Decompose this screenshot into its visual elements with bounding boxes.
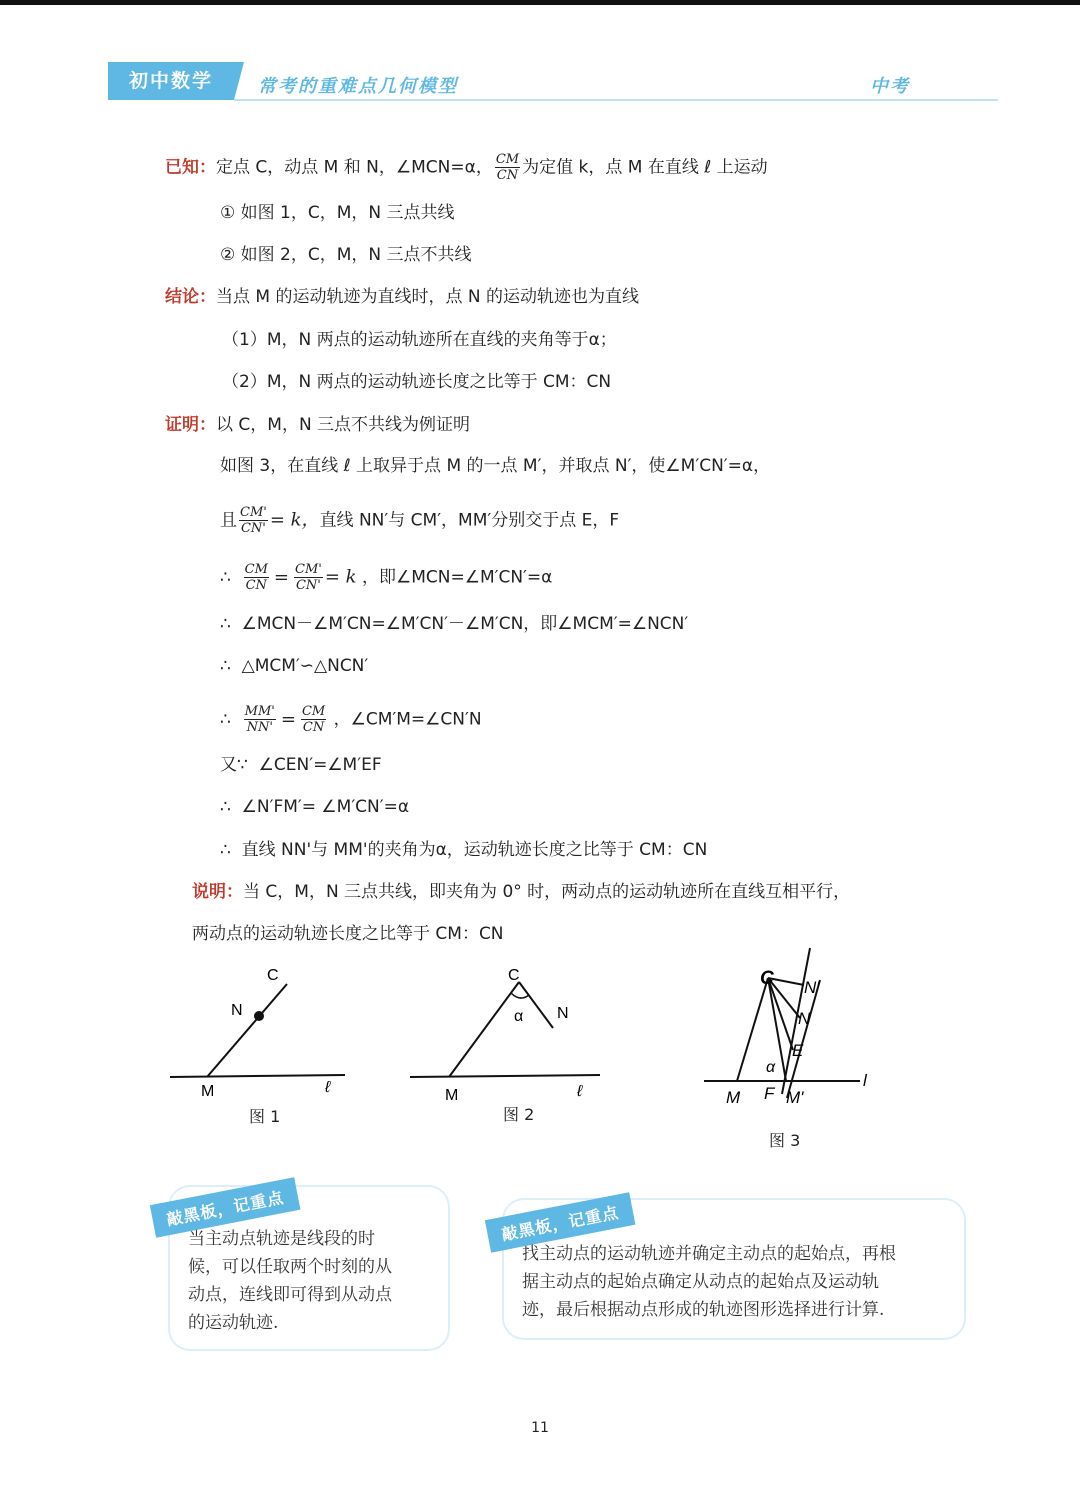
fig3-label-e: E — [792, 1041, 804, 1060]
fig3-label-alpha: α — [766, 1059, 776, 1076]
figure-3 — [700, 940, 890, 1110]
conclusion-line — [165, 285, 639, 309]
fig3-label-m: M — [726, 1088, 741, 1107]
header-subtitle: 常考的重难点几何模型 — [258, 76, 458, 97]
fig3-label-l: l — [863, 1071, 867, 1090]
conclusion-text: 当点 M 的运动轨迹为直线时，点 N 的运动轨迹也为直线 — [216, 287, 639, 307]
fig3-label-c: C — [760, 968, 774, 989]
given-case-1: ① 如图 1，C，M，N 三点共线 — [220, 203, 455, 223]
fig2-label-c: C — [508, 967, 520, 984]
proof-line-1: 如图 3，在直线 ℓ 上取异于点 M 的一点 M′，并取点 N′，使∠M′CN′=α， — [220, 456, 771, 476]
proof-line-4: ∴ ∠MCN－∠M′CN=∠M′CN′－∠M′CN，即∠MCM′=∠NCN′ — [220, 614, 689, 634]
key-point-card-left-text: 当主动点轨迹是线段的时 候，可以任取两个时刻的从 动点，连线即可得到从动点 的运动轨迹. — [188, 1229, 392, 1333]
note-line-2: 两动点的运动轨迹长度之比等于 CM：CN — [192, 924, 504, 944]
note-line-1: 说明：当 C，M，N 三点共线，即夹角为 0° 时，两动点的运动轨迹所在直线互相平行， — [192, 882, 851, 902]
fig1-label-l: ℓ — [325, 1079, 331, 1096]
fig2-label-n: N — [557, 1005, 569, 1022]
page-number: 11 — [531, 1420, 549, 1436]
conclusion-item-1: （1）M，N 两点的运动轨迹所在直线的夹角等于α； — [222, 330, 617, 350]
given-fraction: $\frac{CM}{CN}$ — [495, 152, 520, 183]
note-label: 说明： — [192, 882, 243, 902]
header-rule — [234, 99, 998, 101]
figure-2-caption: 图 2 — [503, 1105, 535, 1124]
proof-line-6: ∴ $\frac{MM'}{NN'}$ = $\frac{CM}{CN}$ ，∠CM′M=∠CN′N — [220, 704, 482, 735]
proof-line-7: 又∵ ∠CEN′=∠M′EF — [220, 755, 382, 775]
fig3-label-m-prime: M' — [786, 1088, 804, 1107]
proof-line-3: ∴ $\frac{CM}{CN}$ = $\frac{CM'}{CN'}$ = k ，即∠MCN=∠M′CN′=α — [220, 562, 553, 593]
key-point-badge-right: 敲黑板，记重点 — [485, 1192, 636, 1252]
figure-1 — [165, 960, 355, 1100]
figure-2 — [405, 960, 605, 1100]
proof-label: 证明： — [165, 415, 216, 435]
proof-line-8: ∴ ∠N′FM′= ∠M′CN′=α — [220, 797, 410, 817]
proof-intro-line — [165, 413, 470, 437]
proof-line-2: 且 $\frac{CM'}{CN'}$ = k，直线 NN′与 CM′，MM′分别交于点 E，F — [220, 505, 620, 536]
given-line — [165, 152, 768, 183]
header-exam-label: 中考 — [870, 76, 910, 97]
given-case-2: ② 如图 2，C，M，N 三点不共线 — [220, 245, 472, 265]
fig2-label-m: M — [445, 1087, 459, 1100]
key-point-badge-left: 敲黑板，记重点 — [150, 1177, 301, 1237]
given-text-a: 定点 C，动点 M 和 N，∠MCN=α， — [216, 157, 493, 178]
proof-intro: 以 C，M，N 三点不共线为例证明 — [216, 415, 471, 435]
proof-line-5: ∴ △MCM′∽△NCN′ — [220, 656, 369, 676]
fig1-label-m: M — [201, 1083, 215, 1100]
fig1-label-c: C — [267, 967, 279, 984]
fig2-label-alpha: α — [514, 1008, 524, 1025]
fig2-label-l: ℓ — [577, 1083, 583, 1100]
figure-3-caption: 图 3 — [769, 1131, 801, 1150]
fig3-label-f: F — [764, 1084, 775, 1103]
fig3-label-n-prime: N' — [804, 978, 820, 997]
page-header — [108, 62, 998, 102]
given-label: 已知： — [165, 157, 216, 178]
key-point-card-right-text: 找主动点的运动轨迹并确定主动点的起始点，再根 据主动点的起始点确定从动点的起始点及运动轨 迹，最后根据动点形成的轨迹图形选择进行计算. — [522, 1244, 896, 1320]
conclusion-label: 结论： — [165, 287, 216, 307]
fig3-label-n: N — [798, 1009, 811, 1028]
conclusion-item-2: （2）M，N 两点的运动轨迹长度之比等于 CM：CN — [222, 372, 612, 392]
proof-fraction-cm-cn-prime: $\frac{CM'}{CN'}$ — [240, 505, 267, 536]
given-text-b: 为定值 k，点 M 在直线 ℓ 上运动 — [522, 157, 768, 178]
top-border — [0, 0, 1080, 5]
figure-1-caption: 图 1 — [249, 1107, 281, 1126]
fig1-label-n: N — [231, 1002, 243, 1019]
header-tab: 初中数学 — [108, 62, 234, 100]
proof-line-9: ∴ 直线 NN'与 MM'的夹角为α，运动轨迹长度之比等于 CM：CN — [220, 840, 708, 860]
